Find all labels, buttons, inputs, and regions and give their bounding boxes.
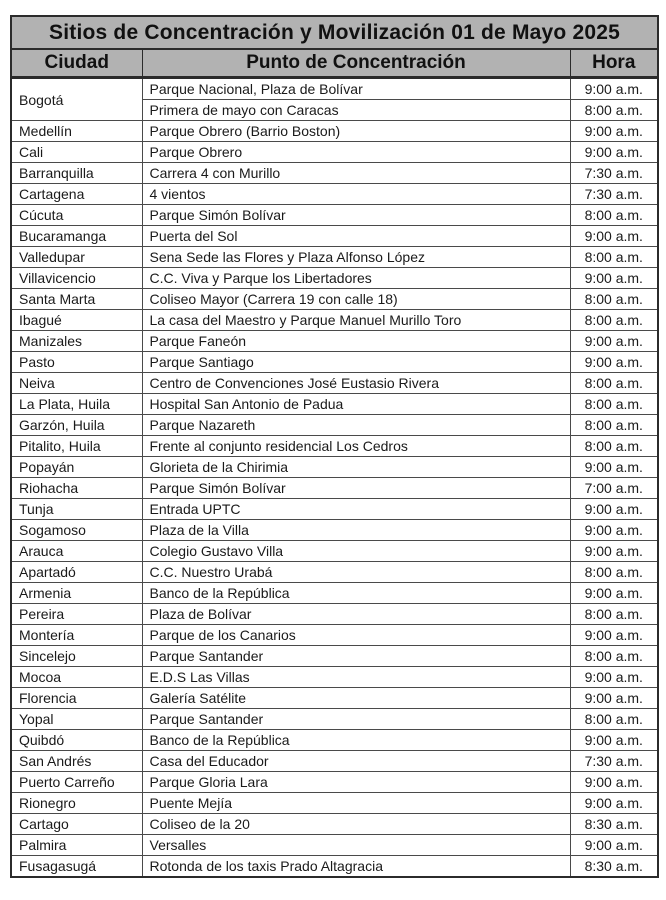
concentration-point-cell: Parque Gloria Lara	[142, 772, 570, 793]
concentration-point-cell: Hospital San Antonio de Padua	[142, 394, 570, 415]
time-cell: 9:00 a.m.	[570, 772, 658, 793]
city-cell: Mocoa	[11, 667, 142, 688]
city-cell: Popayán	[11, 457, 142, 478]
city-cell: Montería	[11, 625, 142, 646]
concentration-point-cell: Parque Nacional, Plaza de Bolívar	[142, 78, 570, 100]
time-cell: 9:00 a.m.	[570, 520, 658, 541]
city-cell: Quibdó	[11, 730, 142, 751]
city-cell: Ibagué	[11, 310, 142, 331]
time-cell: 8:00 a.m.	[570, 247, 658, 268]
city-cell: Puerto Carreño	[11, 772, 142, 793]
concentration-point-cell: Parque Obrero (Barrio Boston)	[142, 121, 570, 142]
concentration-point-cell: La casa del Maestro y Parque Manuel Murillo Toro	[142, 310, 570, 331]
concentration-point-cell: Banco de la República	[142, 730, 570, 751]
time-cell: 9:00 a.m.	[570, 457, 658, 478]
table-title: Sitios de Concentración y Movilización 01 de Mayo 2025	[11, 16, 658, 49]
table-row	[11, 562, 658, 583]
city-cell: Cúcuta	[11, 205, 142, 226]
city-cell: Yopal	[11, 709, 142, 730]
time-cell: 9:00 a.m.	[570, 142, 658, 163]
time-cell: 9:00 a.m.	[570, 625, 658, 646]
time-cell: 8:00 a.m.	[570, 415, 658, 436]
time-cell: 9:00 a.m.	[570, 835, 658, 856]
city-cell: Cartagena	[11, 184, 142, 205]
table-row	[11, 163, 658, 184]
city-cell: La Plata, Huila	[11, 394, 142, 415]
table-row	[11, 184, 658, 205]
concentration-point-cell: Galería Satélite	[142, 688, 570, 709]
concentration-point-cell: Parque Simón Bolívar	[142, 478, 570, 499]
concentration-point-cell: Glorieta de la Chirimia	[142, 457, 570, 478]
concentration-point-cell: Parque de los Canarios	[142, 625, 570, 646]
column-header-punto-de-concentracion: Punto de Concentración	[142, 49, 570, 78]
city-cell: Fusagasugá	[11, 856, 142, 878]
time-cell: 9:00 a.m.	[570, 667, 658, 688]
city-cell: Garzón, Huila	[11, 415, 142, 436]
city-cell: Sincelejo	[11, 646, 142, 667]
table-row	[11, 835, 658, 856]
table-row	[11, 331, 658, 352]
time-cell: 9:00 a.m.	[570, 499, 658, 520]
table-row	[11, 520, 658, 541]
time-cell: 7:00 a.m.	[570, 478, 658, 499]
time-cell: 8:00 a.m.	[570, 709, 658, 730]
concentration-point-cell: Parque Obrero	[142, 142, 570, 163]
concentration-point-cell: Plaza de la Villa	[142, 520, 570, 541]
city-cell: Sogamoso	[11, 520, 142, 541]
concentration-point-cell: Versalles	[142, 835, 570, 856]
column-header-hora: Hora	[570, 49, 658, 78]
city-cell: Armenia	[11, 583, 142, 604]
concentration-point-cell: Coliseo de la 20	[142, 814, 570, 835]
time-cell: 8:00 a.m.	[570, 310, 658, 331]
table-row	[11, 352, 658, 373]
table-row	[11, 457, 658, 478]
city-cell: Cali	[11, 142, 142, 163]
concentration-point-cell: Entrada UPTC	[142, 499, 570, 520]
city-cell: Palmira	[11, 835, 142, 856]
table-row	[11, 667, 658, 688]
table-row	[11, 583, 658, 604]
table-row	[11, 226, 658, 247]
concentration-point-cell: Puente Mejía	[142, 793, 570, 814]
time-cell: 8:00 a.m.	[570, 394, 658, 415]
time-cell: 8:00 a.m.	[570, 436, 658, 457]
time-cell: 8:00 a.m.	[570, 205, 658, 226]
table-row	[11, 604, 658, 625]
time-cell: 8:00 a.m.	[570, 646, 658, 667]
concentration-point-cell: C.C. Viva y Parque los Libertadores	[142, 268, 570, 289]
city-cell: Cartago	[11, 814, 142, 835]
city-cell: Florencia	[11, 688, 142, 709]
column-header-row	[11, 49, 658, 78]
table-row	[11, 688, 658, 709]
table-row	[11, 205, 658, 226]
concentration-point-cell: Parque Simón Bolívar	[142, 205, 570, 226]
concentration-point-cell: Parque Santiago	[142, 352, 570, 373]
concentration-point-cell: Puerta del Sol	[142, 226, 570, 247]
city-cell: Riohacha	[11, 478, 142, 499]
city-cell: Pereira	[11, 604, 142, 625]
city-cell: Manizales	[11, 331, 142, 352]
city-cell: Pasto	[11, 352, 142, 373]
table-row	[11, 814, 658, 835]
time-cell: 9:00 a.m.	[570, 541, 658, 562]
concentration-point-cell: Parque Santander	[142, 646, 570, 667]
table-body	[11, 78, 658, 878]
title-row	[11, 16, 658, 49]
concentration-point-cell: Banco de la República	[142, 583, 570, 604]
city-cell: Arauca	[11, 541, 142, 562]
table-row	[11, 310, 658, 331]
concentration-point-cell: Parque Santander	[142, 709, 570, 730]
concentration-point-cell: Colegio Gustavo Villa	[142, 541, 570, 562]
table-row	[11, 121, 658, 142]
concentration-point-cell: Plaza de Bolívar	[142, 604, 570, 625]
time-cell: 9:00 a.m.	[570, 226, 658, 247]
table-row	[11, 730, 658, 751]
concentration-point-cell: Sena Sede las Flores y Plaza Alfonso López	[142, 247, 570, 268]
city-cell: Neiva	[11, 373, 142, 394]
table-row	[11, 541, 658, 562]
concentration-point-cell: Rotonda de los taxis Prado Altagracia	[142, 856, 570, 878]
column-header-ciudad: Ciudad	[11, 49, 142, 78]
time-cell: 9:00 a.m.	[570, 268, 658, 289]
concentration-point-cell: 4 vientos	[142, 184, 570, 205]
time-cell: 9:00 a.m.	[570, 730, 658, 751]
table-row	[11, 709, 658, 730]
table-row	[11, 142, 658, 163]
table-row	[11, 751, 658, 772]
table-row	[11, 478, 658, 499]
city-cell: Pitalito, Huila	[11, 436, 142, 457]
table-row	[11, 646, 658, 667]
table-row	[11, 772, 658, 793]
time-cell: 8:00 a.m.	[570, 100, 658, 121]
time-cell: 9:00 a.m.	[570, 78, 658, 100]
concentration-point-cell: Carrera 4 con Murillo	[142, 163, 570, 184]
city-cell: Villavicencio	[11, 268, 142, 289]
table-row	[11, 415, 658, 436]
table-row	[11, 78, 658, 100]
table-row	[11, 247, 658, 268]
concentration-point-cell: Frente al conjunto residencial Los Cedros	[142, 436, 570, 457]
table-row	[11, 289, 658, 310]
concentration-point-cell: Primera de mayo con Caracas	[142, 100, 570, 121]
time-cell: 8:00 a.m.	[570, 289, 658, 310]
city-cell: Apartadó	[11, 562, 142, 583]
concentration-point-cell: Centro de Convenciones José Eustasio Rivera	[142, 373, 570, 394]
time-cell: 9:00 a.m.	[570, 793, 658, 814]
table-row	[11, 793, 658, 814]
concentration-point-cell: Casa del Educador	[142, 751, 570, 772]
time-cell: 7:30 a.m.	[570, 184, 658, 205]
city-cell: Valledupar	[11, 247, 142, 268]
concentration-point-cell: C.C. Nuestro Urabá	[142, 562, 570, 583]
table-row	[11, 436, 658, 457]
table-row	[11, 394, 658, 415]
time-cell: 9:00 a.m.	[570, 331, 658, 352]
concentration-schedule-table	[10, 15, 659, 878]
table-row	[11, 268, 658, 289]
time-cell: 9:00 a.m.	[570, 583, 658, 604]
city-cell: San Andrés	[11, 751, 142, 772]
city-cell: Barranquilla	[11, 163, 142, 184]
time-cell: 8:00 a.m.	[570, 373, 658, 394]
city-cell: Santa Marta	[11, 289, 142, 310]
table-row	[11, 856, 658, 878]
time-cell: 8:30 a.m.	[570, 856, 658, 878]
time-cell: 9:00 a.m.	[570, 121, 658, 142]
concentration-point-cell: Parque Nazareth	[142, 415, 570, 436]
table-row	[11, 625, 658, 646]
time-cell: 8:30 a.m.	[570, 814, 658, 835]
time-cell: 9:00 a.m.	[570, 688, 658, 709]
city-cell: Tunja	[11, 499, 142, 520]
time-cell: 7:30 a.m.	[570, 751, 658, 772]
city-cell: Rionegro	[11, 793, 142, 814]
table-row	[11, 499, 658, 520]
concentration-point-cell: E.D.S Las Villas	[142, 667, 570, 688]
concentration-point-cell: Parque Faneón	[142, 331, 570, 352]
time-cell: 7:30 a.m.	[570, 163, 658, 184]
concentration-point-cell: Coliseo Mayor (Carrera 19 con calle 18)	[142, 289, 570, 310]
time-cell: 8:00 a.m.	[570, 562, 658, 583]
city-cell: Bogotá	[11, 78, 142, 121]
time-cell: 9:00 a.m.	[570, 352, 658, 373]
table-row	[11, 373, 658, 394]
time-cell: 8:00 a.m.	[570, 604, 658, 625]
city-cell: Bucaramanga	[11, 226, 142, 247]
city-cell: Medellín	[11, 121, 142, 142]
